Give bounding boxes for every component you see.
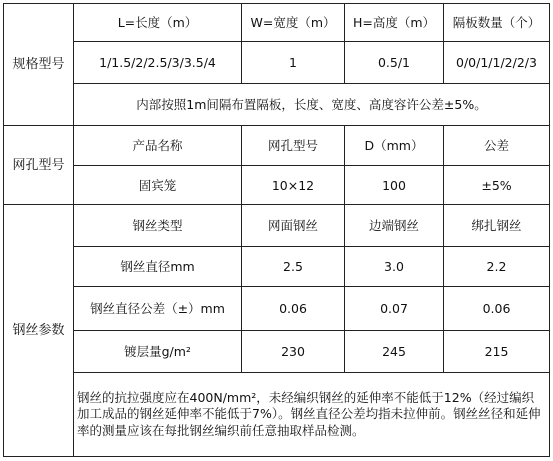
wire-row-label: 钢丝直径公差（±）mm [74, 287, 242, 331]
mesh-value-tolerance: ±5% [444, 166, 550, 205]
wire-cell: 215 [444, 331, 550, 373]
wire-cell: 230 [242, 331, 345, 373]
wire-cell: 3.0 [345, 247, 444, 287]
specification-table [3, 3, 550, 457]
spec-value-width: 1 [242, 42, 345, 84]
wire-cell: 245 [345, 331, 444, 373]
mesh-value-row [4, 166, 550, 205]
wire-row-coating [4, 331, 550, 373]
wire-header-row [4, 205, 550, 247]
section-label-wire: 钢丝参数 [4, 205, 74, 457]
spec-value-length: 1/1.5/2/2.5/3/3.5/4 [74, 42, 242, 84]
spec-note-row [4, 84, 550, 126]
spec-value-row [4, 42, 550, 84]
wire-note-row [4, 373, 550, 457]
wire-cell: 0.07 [345, 287, 444, 331]
wire-header-type: 钢丝类型 [74, 205, 242, 247]
wire-cell: 2.5 [242, 247, 345, 287]
wire-row-label: 镀层量g/m² [74, 331, 242, 373]
spec-header-height: H=高度（m） [345, 4, 444, 42]
wire-row-label: 钢丝直径mm [74, 247, 242, 287]
mesh-value-type: 10×12 [242, 166, 345, 205]
wire-cell: 2.2 [444, 247, 550, 287]
mesh-value-d: 100 [345, 166, 444, 205]
wire-note: 钢丝的抗拉强度应在400N/mm²，未经编织钢丝的延伸率不能低于12%（经过编织加工成品的钢丝延伸率不能低于7%）。钢丝直径公差均指未拉伸前。钢丝丝径和延伸率的测量应该在每批钢丝编织前任意抽取样品检测。 [74, 373, 550, 457]
wire-header-edge: 边端钢丝 [345, 205, 444, 247]
section-label-spec: 规格型号 [4, 4, 74, 126]
mesh-value-product: 固宾笼 [74, 166, 242, 205]
spec-note: 内部按照1m间隔布置隔板，长度、宽度、高度容许公差±5%。 [74, 84, 550, 126]
mesh-header-tolerance: 公差 [444, 126, 550, 166]
wire-header-mesh: 网面钢丝 [242, 205, 345, 247]
wire-row-diameter [4, 247, 550, 287]
wire-row-diameter-tolerance [4, 287, 550, 331]
mesh-header-type: 网孔型号 [242, 126, 345, 166]
spec-header-length: L=长度（m） [74, 4, 242, 42]
mesh-header-d: D（mm） [345, 126, 444, 166]
wire-cell: 0.06 [444, 287, 550, 331]
spec-header-partitions: 隔板数量（个） [444, 4, 550, 42]
spec-header-row [4, 4, 550, 42]
mesh-header-product: 产品名称 [74, 126, 242, 166]
spec-value-height: 0.5/1 [345, 42, 444, 84]
wire-cell: 0.06 [242, 287, 345, 331]
section-label-mesh: 网孔型号 [4, 126, 74, 205]
wire-header-binding: 绑扎钢丝 [444, 205, 550, 247]
spec-value-partitions: 0/0/1/1/2/2/3 [444, 42, 550, 84]
spec-header-width: W=宽度（m） [242, 4, 345, 42]
mesh-header-row [4, 126, 550, 166]
